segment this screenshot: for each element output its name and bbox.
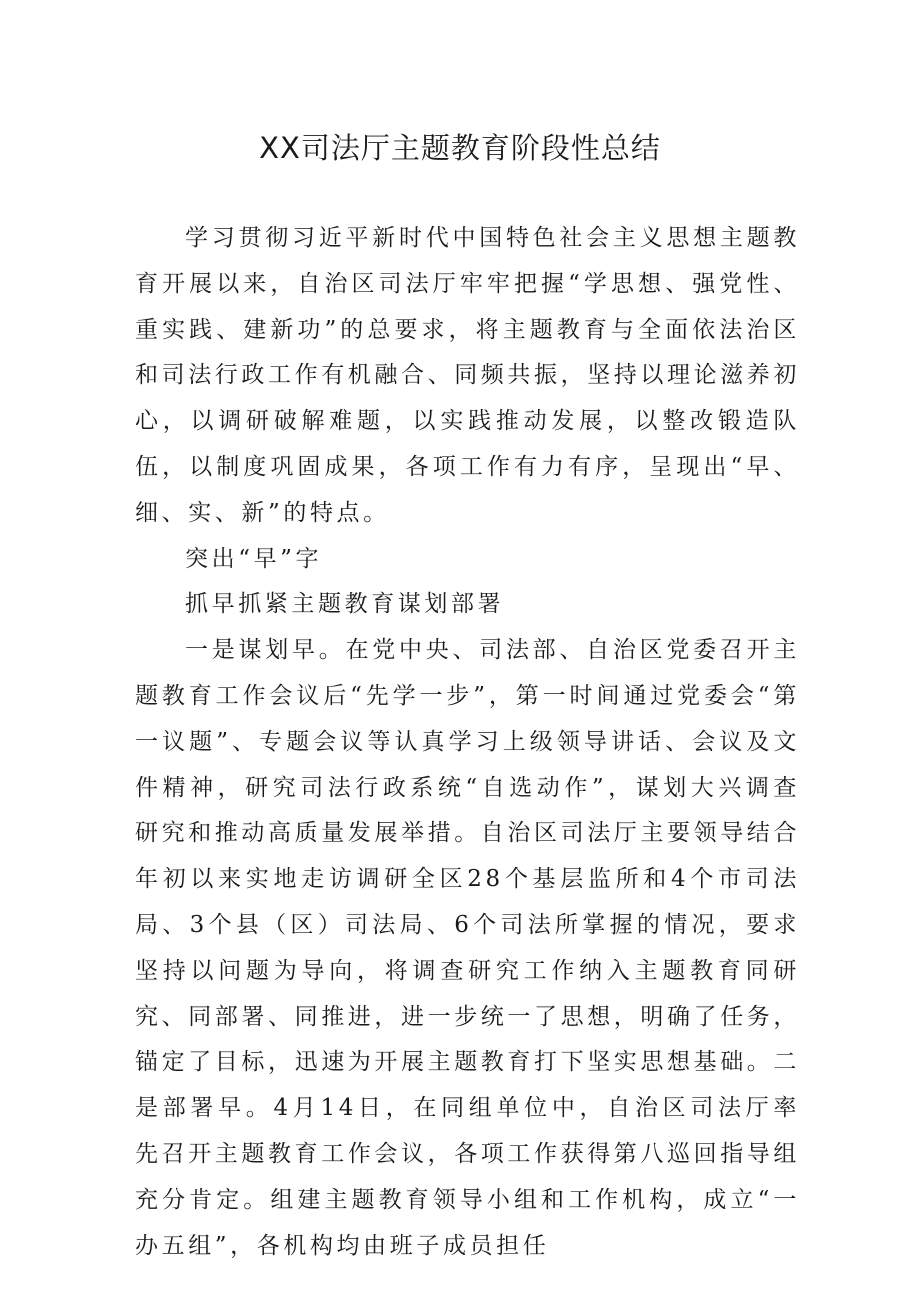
section-heading: 突出“早”字	[185, 545, 323, 572]
document-title: XX司法厅主题教育阶段性总结	[259, 131, 661, 165]
document-body	[135, 216, 800, 1269]
intro-paragraph: 学习贯彻习近平新时代中国特色社会主义思想主题教育开展以来，自治区司法厅牢牢把握“学思想、强党性、重实践、建新功”的总要求，将主题教育与全面依法治区和司法行政工作有机融合、同频共振，坚持以理论滋养初心，以调研破解难题，以实践推动发展，以整改锻造队伍，以制度巩固成果，各项工作有力有序，呈现出“早、细、实、新”的特点。	[135, 225, 800, 526]
subsection-heading: 抓早抓紧主题教育谋划部署	[185, 591, 505, 618]
body-paragraph: 一是谋划早。在党中央、司法部、自治区党委召开主题教育工作会议后“先学一步”，第一时间通过党委会“第一议题”、专题会议等认真学习上级领导讲话、会议及文件精神，研究司法行政系统“自选动作”，谋划大兴调查研究和推动高质量发展举措。自治区司法厅主要领导结合年初以来实地走访调研全区28个基层监所和4个市司法局、3个县（区）司法局、6个司法所掌握的情况，要求坚持以问题为导向，将调查研究工作纳入主题教育同研究、同部署、同推进，进一步统一了思想，明确了任务，锚定了目标，迅速为开展主题教育打下坚实思想基础。二是部署早。4月14日，在同组单位中，自治区司法厅率先召开主题教育工作会议，各项工作获得第八巡回指导组充分肯定。组建主题教育领导小组和工作机构，成立“一办五组”，各机构均由班子成员担任	[135, 637, 800, 1259]
